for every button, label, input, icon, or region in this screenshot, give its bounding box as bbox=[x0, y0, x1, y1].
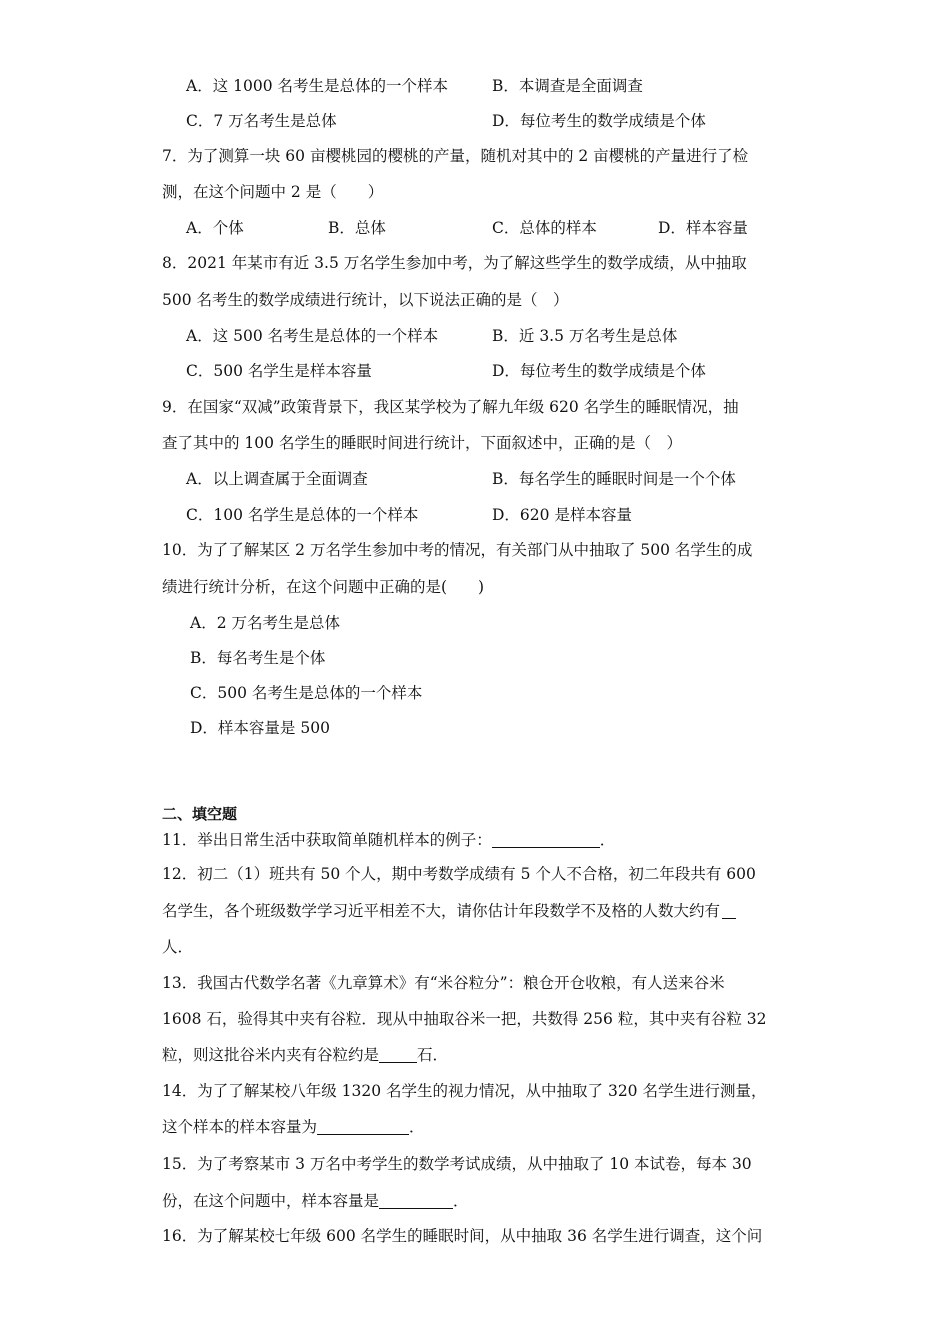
q6-option-a: A．这 1000 名考生是总体的一个样本 bbox=[186, 77, 448, 95]
section-title-fill-in: 二、填空题 bbox=[162, 805, 238, 823]
q14-stem-line1: 14．为了了解某校八年级 1320 名学生的视力情况，从中抽取了 320 名学生进行测量， bbox=[162, 1082, 767, 1100]
q8-option-a: A．这 500 名考生是总体的一个样本 bbox=[186, 327, 439, 345]
q14-stem-line2-end: ． bbox=[409, 1118, 425, 1136]
q9-option-a: A．以上调查属于全面调查 bbox=[186, 470, 368, 488]
q12-stem-line3: 人． bbox=[162, 938, 194, 956]
q15-stem-line2-end: ． bbox=[453, 1192, 469, 1210]
q8-option-c: C．500 名学生是样本容量 bbox=[186, 362, 372, 380]
q11-text: 11．举出日常生活中获取简单随机样本的例子： bbox=[162, 831, 492, 849]
q11-end: ． bbox=[599, 831, 616, 849]
q13-stem-line1: 13．我国古代数学名著《九章算术》有“米谷粒分”：粮仓开仓收粮，有人送来谷米 bbox=[162, 974, 725, 992]
q9-option-b: B．每名学生的睡眠时间是一个个体 bbox=[492, 470, 736, 488]
q15-stem-line1: 15．为了考察某市 3 万名中考学生的数学考试成绩，从中抽取了 10 本试卷，每本 30 bbox=[162, 1155, 752, 1173]
q12-stem-line2: 名学生，各个班级数学学习近平相差不大，请你估计年段数学不及格的人数大约有 bbox=[162, 902, 721, 920]
q7-stem-line1: 7．为了测算一块 60 亩樱桃园的樱桃的产量，随机对其中的 2 亩樱桃的产量进行了检 bbox=[162, 147, 749, 165]
q15-answer-blank[interactable] bbox=[379, 1192, 453, 1209]
q6-option-b: B．本调查是全面调查 bbox=[492, 77, 643, 95]
q15-stem-line2-wrap bbox=[162, 1190, 469, 1212]
q10-option-c: C．500 名考生是总体的一个样本 bbox=[190, 684, 423, 702]
q7-option-d: D．样本容量 bbox=[658, 219, 748, 237]
q10-stem-line2: 绩进行统计分析，在这个问题中正确的是( ) bbox=[162, 578, 485, 596]
q13-stem-line3: 粒，则这批谷米内夹有谷粒约是 bbox=[162, 1046, 380, 1064]
q13-stem-line2: 1608 石，验得其中夹有谷粒．现从中抽取谷米一把，共数得 256 粒，其中夹有谷粒 32 bbox=[162, 1010, 767, 1028]
q10-stem-line1: 10．为了了解某区 2 万名学生参加中考的情况，有关部门从中抽取了 500 名学生的成 bbox=[162, 541, 753, 559]
q10-option-d: D．样本容量是 500 bbox=[190, 719, 330, 737]
q8-stem-line1: 8．2021 年某市有近 3.5 万名学生参加中考，为了解这些学生的数学成绩，从中抽取 bbox=[162, 254, 747, 272]
q9-option-d: D．620 是样本容量 bbox=[492, 506, 632, 524]
q10-option-a: A．2 万名考生是总体 bbox=[190, 614, 340, 632]
q9-stem-line1: 9．在国家“双减”政策背景下，我区某学校为了解九年级 620 名学生的睡眠情况，抽 bbox=[162, 398, 739, 416]
q14-answer-blank[interactable] bbox=[317, 1118, 409, 1135]
q14-stem-line2: 这个样本的样本容量为 bbox=[162, 1118, 318, 1136]
q11-answer-blank[interactable] bbox=[492, 831, 600, 848]
q10-option-b: B．每名考生是个体 bbox=[190, 649, 326, 667]
q9-option-c: C．100 名学生是总体的一个样本 bbox=[186, 506, 419, 524]
q14-stem-line2-wrap bbox=[162, 1116, 425, 1138]
q13-stem-line3-wrap bbox=[162, 1044, 448, 1066]
q6-option-d: D．每位考生的数学成绩是个体 bbox=[492, 112, 706, 130]
q7-option-a: A．个体 bbox=[186, 219, 244, 237]
q7-option-b: B．总体 bbox=[328, 219, 386, 237]
q13-answer-blank[interactable] bbox=[379, 1046, 417, 1063]
q16-stem-line1: 16．为了解某校七年级 600 名学生的睡眠时间，从中抽取 36 名学生进行调查，这个问 bbox=[162, 1227, 763, 1245]
q7-stem-line2: 测，在这个问题中 2 是（ ） bbox=[162, 183, 384, 201]
q12-stem-line1: 12．初二（1）班共有 50 个人，期中考数学成绩有 5 个人不合格，初二年段共有 600 bbox=[162, 865, 756, 883]
q15-stem-line2: 份，在这个问题中，样本容量是 bbox=[162, 1192, 380, 1210]
q8-option-d: D．每位考生的数学成绩是个体 bbox=[492, 362, 706, 380]
q12-answer-blank[interactable] bbox=[722, 902, 736, 919]
q13-stem-line3-end: 石． bbox=[417, 1046, 449, 1064]
q12-stem-line2-wrap bbox=[162, 900, 736, 922]
q9-stem-line2: 查了其中的 100 名学生的睡眠时间进行统计，下面叙述中，正确的是（ ） bbox=[162, 434, 682, 452]
q8-option-b: B．近 3.5 万名考生是总体 bbox=[492, 327, 678, 345]
q11-line bbox=[162, 829, 615, 851]
q7-option-c: C．总体的样本 bbox=[492, 219, 597, 237]
q6-option-c: C．7 万名考生是总体 bbox=[186, 112, 337, 130]
q8-stem-line2: 500 名考生的数学成绩进行统计，以下说法正确的是（ ） bbox=[162, 291, 569, 309]
